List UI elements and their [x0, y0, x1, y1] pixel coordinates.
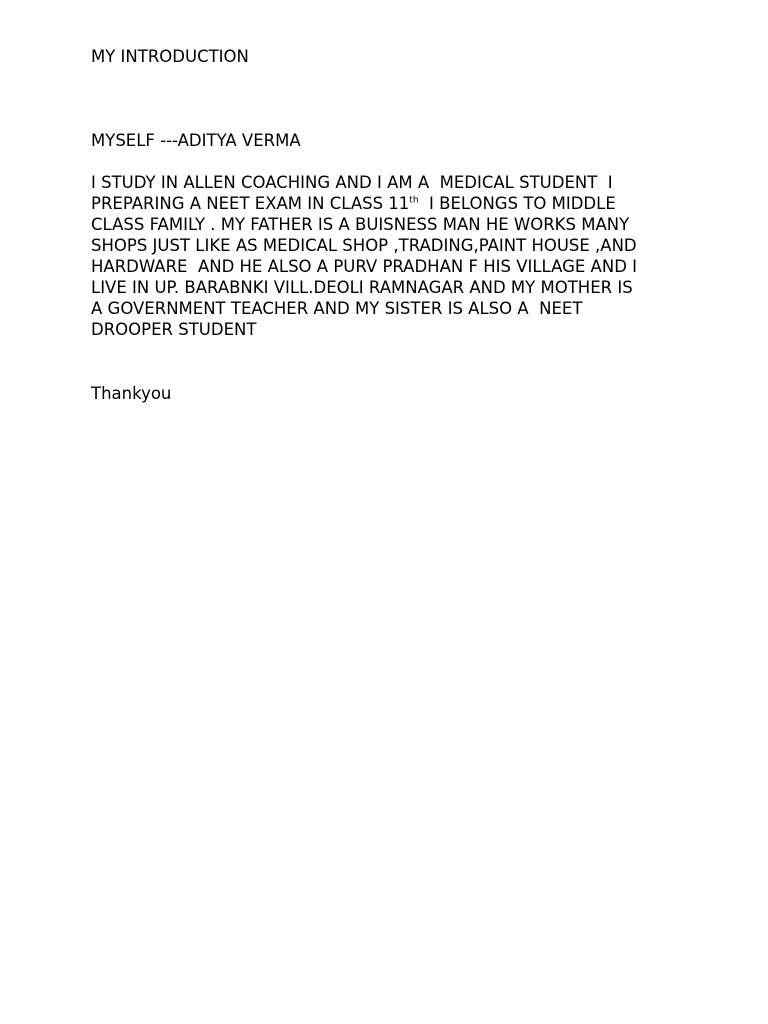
paragraph-line-6: LIVE IN UP. BARABNKI VILL.DEOLI RAMNAGAR AND MY MOTHER IS: [91, 278, 633, 297]
paragraph-line-2-text-a: PREPARING A NEET EXAM IN CLASS 11: [91, 194, 410, 213]
paragraph-line-8: DROOPER STUDENT: [91, 320, 257, 339]
document-heading: MY INTRODUCTION: [91, 47, 249, 66]
paragraph-line-3: CLASS FAMILY . MY FATHER IS A BUISNESS MAN HE WORKS MANY: [91, 215, 630, 234]
paragraph-line-4: SHOPS JUST LIKE AS MEDICAL SHOP ,TRADING,PAINT HOUSE ,AND: [91, 236, 637, 255]
ordinal-superscript: th: [409, 195, 419, 206]
paragraph-line-2-text-b: I BELONGS TO MIDDLE: [418, 194, 616, 213]
paragraph-line-5: HARDWARE AND HE ALSO A PURV PRADHAN F HIS VILLAGE AND I: [91, 257, 638, 276]
myself-line: MYSELF ---ADITYA VERMA: [91, 131, 301, 150]
closing-text: Thankyou: [91, 384, 172, 403]
paragraph-line-1: I STUDY IN ALLEN COACHING AND I AM A MEDICAL STUDENT I: [91, 173, 613, 192]
paragraph-line-7: A GOVERNMENT TEACHER AND MY SISTER IS ALSO A NEET: [91, 299, 583, 318]
paragraph-line-2: [91, 193, 616, 214]
